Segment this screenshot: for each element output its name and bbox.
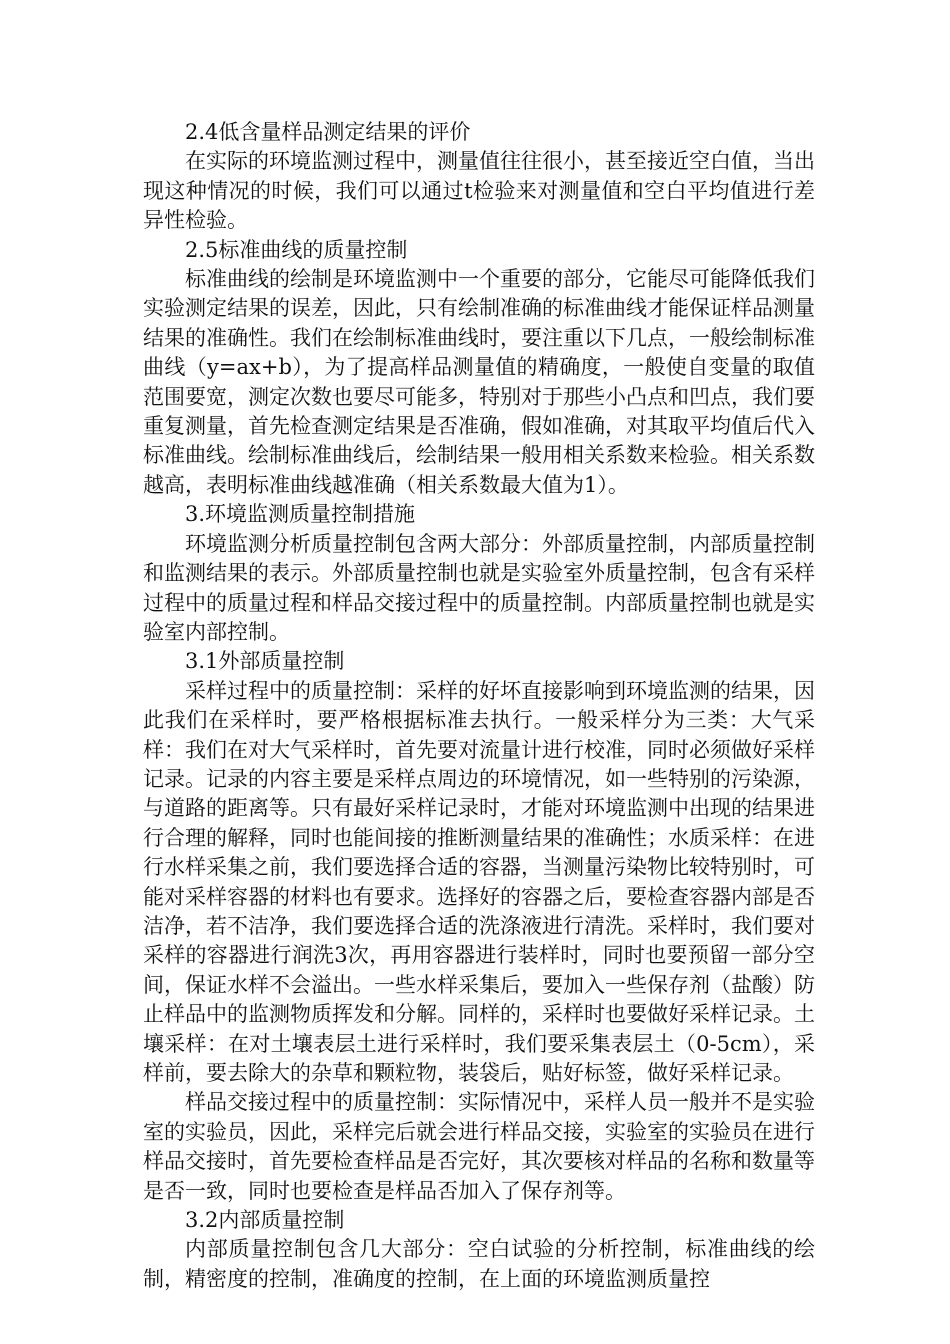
paragraph-sample-handover: 样品交接过程中的质量控制：实际情况中，采样人员一般并不是实验室的实验员，因此，采样完后就会进行样品交接，实验室的实验员在进行样品交接时，首先要检查样品是否完好，其次要核对样品的名称和数量等是否一致，同时也要检查是样品否加入了保存剂等。 (143, 1090, 815, 1203)
document-page (143, 118, 815, 1294)
section-heading-3: 3.环境监测质量控制措施 (185, 502, 416, 527)
section-heading-2-4: 2.4低含量样品测定结果的评价 (185, 120, 471, 144)
paragraph-standard-curve: 标准曲线的绘制是环境监测中一个重要的部分，它能尽可能降低我们实验测定结果的误差，因此，只有绘制准确的标准曲线才能保证样品测量结果的准确性。我们在绘制标准曲线时，要注重以下几点，一般绘制标准曲线（y=ax+b），为了提高样品测量值的精确度，一般使自变量的取值范围要宽，测定次数也要尽可能多，特别对于那些小凸点和凹点，我们要重复测量，首先检查测定结果是否准确，假如准确，对其取平均值后代入标准曲线。绘制标准曲线后，绘制结果一般用相关系数来检验。相关系数越高，表明标准曲线越准确（相关系数最大值为1）。 (143, 267, 815, 497)
paragraph-low-content-evaluation: 在实际的环境监测过程中，测量值往往很小，甚至接近空白值，当出现这种情况的时候，我们可以通过t检验来对测量值和空白平均值进行差异性检验。 (143, 149, 815, 233)
section-heading-2-5: 2.5标准曲线的质量控制 (185, 237, 408, 262)
paragraph-sampling-control: 采样过程中的质量控制：采样的好坏直接影响到环境监测的结果，因此我们在采样时，要严格根据标准去执行。一般采样分为三类：大气采样：我们在对大气采样时，首先要对流量计进行校准，同时必须做好采样记录。记录的内容主要是采样点周边的环境情况，如一些特别的污染源，与道路的距离等。只有最好采样记录时，才能对环境监测中出现的结果进行合理的解释，同时也能间接的推断测量结果的准确性；水质采样：在进行水样采集之前，我们要选择合适的容器，当测量污染物比较特别时，可能对采样容器的材料也有要求。选择好的容器之后，要检查容器内部是否洁净，若不洁净，我们要选择合适的洗涤液进行清洗。采样时，我们要对采样的容器进行润洗3次，再用容器进行装样时，同时也要预留一部分空间，保证水样不会溢出。一些水样采集后，要加入一些保存剂（盐酸）防止样品中的监测物质挥发和分解。同样的，采样时也要做好采样记录。土壤采样：在对土壤表层土进行采样时，我们要采集表层土（0-5cm），采样前，要去除大的杂草和颗粒物，装袋后，贴好标签，做好采样记录。 (143, 678, 815, 1085)
section-heading-3-2: 3.2内部质量控制 (185, 1208, 345, 1233)
section-heading-3-1: 3.1外部质量控制 (185, 649, 345, 674)
paragraph-control-measures: 环境监测分析质量控制包含两大部分：外部质量控制，内部质量控制和监测结果的表示。外部质量控制也就是实验室外质量控制，包含有采样过程中的质量过程和样品交接过程中的质量控制。内部质量控制也就是实验室内部控制。 (143, 531, 815, 644)
paragraph-internal-control: 内部质量控制包含几大部分：空白试验的分析控制，标准曲线的绘制，精密度的控制，准确度的控制，在上面的环境监测质量控 (143, 1237, 815, 1291)
